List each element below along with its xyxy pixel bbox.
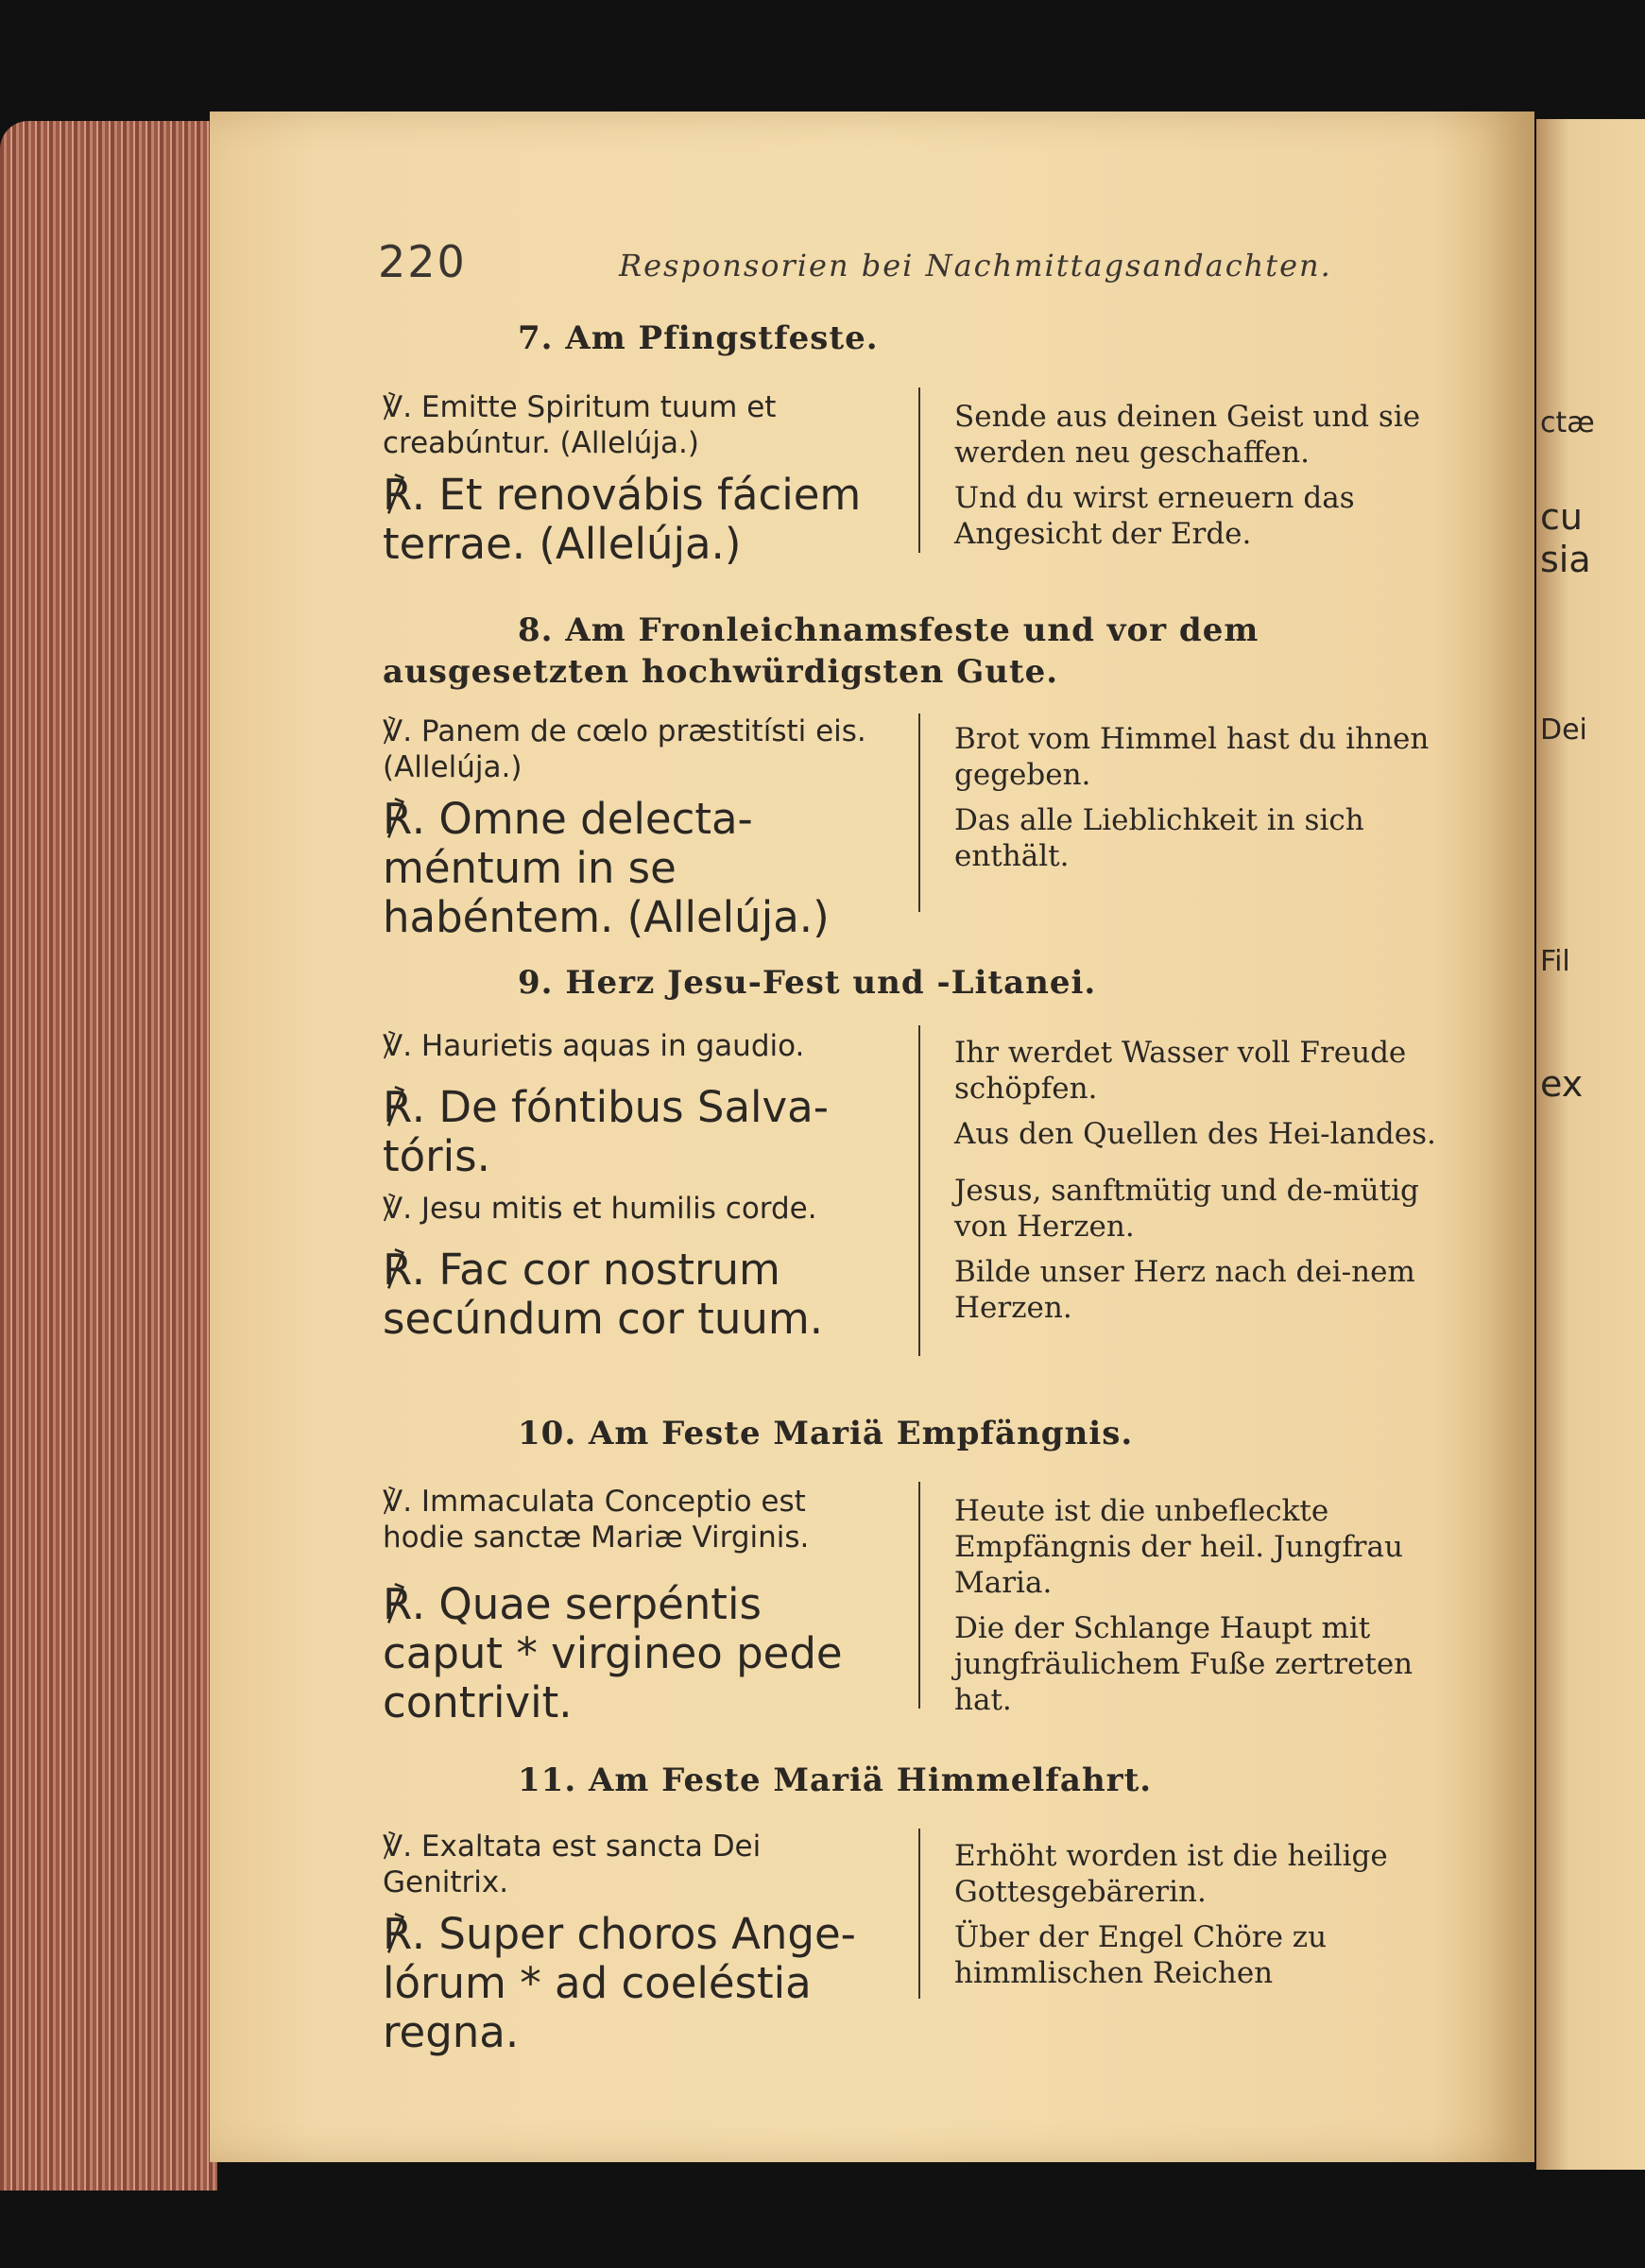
- german-response: Das alle Lieblichkeit in sich enthält.: [954, 803, 1364, 873]
- latin-response: ℟. Fac cor nostrum secúndum cor tuum.: [383, 1245, 824, 1344]
- latin-response: ℟. Et renovábis fáciem terrae. (Allelúja.): [383, 470, 862, 569]
- latin-response: ℟. Super choros Ange-lórum * ad coeléstia regna.: [383, 1909, 856, 2057]
- page-number: 220: [378, 236, 467, 287]
- latin-column: [383, 389, 893, 569]
- german-versicle: Erhöht worden ist die heilige Gottesgebärerin.: [954, 1839, 1388, 1909]
- latin-versicle: ℣. Haurietis aquas in gaudio.: [383, 1029, 805, 1063]
- german-column: [954, 721, 1453, 874]
- latin-response: ℟. Omne delecta-méntum in se habéntem. (Allelúja.): [383, 794, 830, 942]
- german-response: Die der Schlange Haupt mit jungfräulichem Fuße zertreten hat.: [954, 1611, 1414, 1717]
- next-page-fragment: ex: [1540, 1063, 1584, 1105]
- section-heading: 10. Am Feste Mariä Empfängnis.: [518, 1415, 1134, 1452]
- next-page-fragment: Fil: [1540, 945, 1570, 978]
- latin-column: [383, 1028, 893, 1344]
- german-column: [954, 399, 1453, 552]
- latin-response: ℟. Quae serpéntis caput * virgineo pede contrivit.: [383, 1579, 843, 1727]
- column-divider: [918, 1025, 920, 1356]
- latin-response: ℟. De fóntibus Salva-tóris.: [383, 1082, 829, 1181]
- section-heading: 9. Herz Jesu-Fest und -Litanei.: [518, 964, 1097, 1002]
- column-divider: [918, 1829, 920, 1999]
- latin-versicle: ℣. Exaltata est sancta Dei Genitrix.: [383, 1830, 762, 1899]
- latin-versicle: ℣. Emitte Spiritum tuum et creabúntur. (Allelúja.): [383, 390, 777, 460]
- column-divider: [918, 387, 920, 553]
- german-versicle: Sende aus deinen Geist und sie werden neu geschaffen.: [954, 400, 1421, 470]
- german-column: [954, 1838, 1453, 1991]
- latin-column: [383, 1829, 893, 2057]
- latin-versicle: ℣. Immaculata Conceptio est hodie sanctæ Mariæ Virginis.: [383, 1485, 810, 1555]
- next-page-fragment: cu: [1540, 496, 1583, 538]
- next-page-fragment: sia: [1540, 539, 1591, 580]
- latin-versicle: ℣. Panem de cœlo præstitísti eis. (Allelúja.): [383, 714, 866, 784]
- german-versicle: Jesus, sanftmütig und de-mütig von Herzen.: [954, 1174, 1419, 1244]
- next-page-fragment: Dei: [1540, 713, 1587, 747]
- german-response: Und du wirst erneuern das Angesicht der Erde.: [954, 481, 1355, 551]
- section-heading: 11. Am Feste Mariä Himmelfahrt.: [518, 1761, 1153, 1799]
- column-divider: [918, 713, 920, 912]
- german-column: [954, 1035, 1453, 1326]
- latin-column: [383, 1484, 893, 1727]
- section-heading: 8. Am Fronleichnamsfeste und vor dem ausgesetzten hochwürdigsten Gute.: [383, 611, 1259, 691]
- german-response: Bilde unser Herz nach dei-nem Herzen.: [954, 1255, 1415, 1325]
- german-response: Über der Engel Chöre zu himmlischen Reichen: [954, 1920, 1328, 1990]
- column-divider: [918, 1482, 920, 1709]
- next-page-fragment: ctæ: [1540, 406, 1595, 439]
- book-page-edges: [0, 121, 217, 2191]
- german-versicle: Brot vom Himmel hast du ihnen gegeben.: [954, 722, 1430, 792]
- german-column: [954, 1493, 1453, 1718]
- german-versicle: Heute ist die unbefleckte Empfängnis der heil. Jungfrau Maria.: [954, 1494, 1403, 1600]
- latin-column: [383, 713, 893, 942]
- running-head: Responsorien bei Nachmittagsandachten.: [619, 248, 1332, 284]
- section-heading: 7. Am Pfingstfeste.: [518, 319, 879, 357]
- german-versicle: Ihr werdet Wasser voll Freude schöpfen.: [954, 1036, 1407, 1106]
- german-response: Aus den Quellen des Hei-landes.: [954, 1117, 1436, 1151]
- latin-versicle: ℣. Jesu mitis et humilis corde.: [383, 1192, 817, 1226]
